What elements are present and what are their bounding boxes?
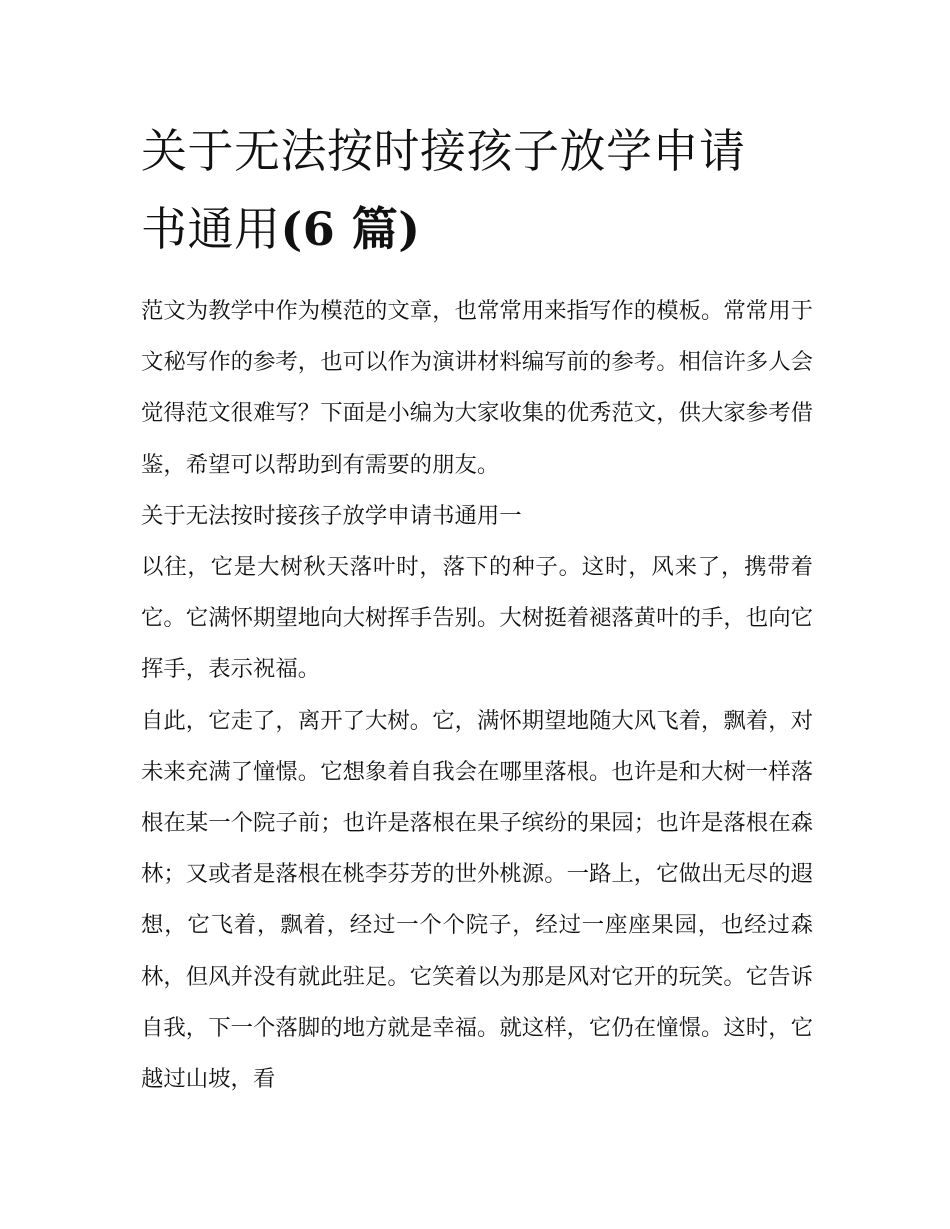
title-count: (6 篇) [280, 202, 421, 256]
body-paragraph-1: 以往，它是大树秋天落叶时，落下的种子。这时，风来了，携带着它。它满怀期望地向大树挥手告别。大树挺着褪落黄叶的手，也向它挥手，表示祝福。 [141, 554, 813, 683]
body-paragraph-2: 自此，它走了，离开了大树。它，满怀期望地随大风飞着，飘着，对未来充满了憧憬。它想象着自我会在哪里落根。也许是和大树一样落根在某一个院子前；也许是落根在果子缤纷的果园；也许是落根在森林；又或者是落根在桃李芬芳的世外桃源。一路上，它做出无尽的遐想，它飞着，飘着，经过一个个院子，经过一座座果园，也经过森林，但风并没有就此驻足。它笑着以为那是风对它开的玩笑。它告诉自我，下一个落脚的地方就是幸福。就这样，它仍在憧憬。这时，它越过山坡，看 [141, 707, 813, 1093]
title-line-2: 书通用 [141, 202, 281, 256]
section-heading: 关于无法按时接孩子放学申请书通用一 [141, 502, 522, 529]
intro-paragraph: 范文为教学中作为模范的文章，也常常用来指写作的模板。常常用于文秘写作的参考，也可以作为演讲材料编写前的参考。相信许多人会觉得范文很难写？下面是小编为大家收集的优秀范文，供大家参考借鉴，希望可以帮助到有需要的朋友。 [141, 298, 813, 478]
title-line-1: 关于无法按时接孩子放学申请 [141, 124, 746, 178]
document-page [141, 112, 813, 1105]
document-title [141, 112, 813, 268]
document-body [141, 286, 813, 1105]
